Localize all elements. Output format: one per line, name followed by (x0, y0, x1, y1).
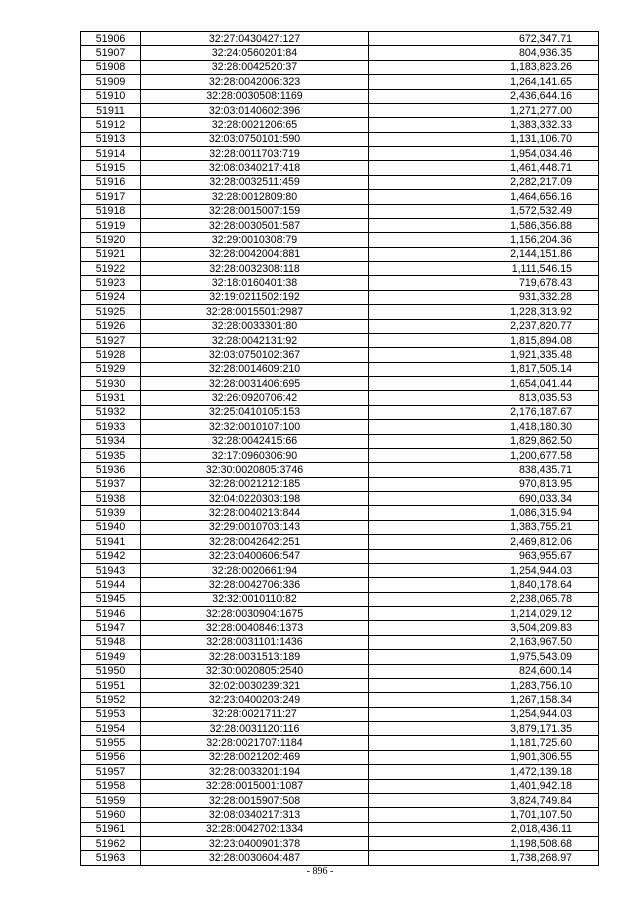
row-number-cell: 51922 (81, 262, 141, 276)
row-number-cell: 51932 (81, 405, 141, 419)
row-number-cell: 51935 (81, 448, 141, 462)
row-number-cell: 51942 (81, 549, 141, 563)
amount-cell: 1,654,041.44 (369, 377, 599, 391)
cadastral-number-cell: 32:23:0400606:547 (141, 549, 369, 563)
amount-cell: 2,144,151.86 (369, 247, 599, 261)
row-number-cell: 51923 (81, 276, 141, 290)
row-number-cell: 51955 (81, 736, 141, 750)
table-row (81, 161, 599, 175)
cadastral-number-cell: 32:28:0030508:1169 (141, 89, 369, 103)
cadastral-number-cell: 32:28:0021212:185 (141, 477, 369, 491)
table-row (81, 837, 599, 851)
table-row (81, 377, 599, 391)
amount-cell: 1,975,543.09 (369, 650, 599, 664)
table-row (81, 635, 599, 649)
table-row (81, 477, 599, 491)
table-row (81, 621, 599, 635)
amount-cell: 963,955.67 (369, 549, 599, 563)
table-row (81, 405, 599, 419)
amount-cell: 824,600.14 (369, 664, 599, 678)
table-row (81, 793, 599, 807)
row-number-cell: 51931 (81, 391, 141, 405)
table-row (81, 32, 599, 46)
amount-cell: 1,901,306.55 (369, 750, 599, 764)
cadastral-number-cell: 32:28:0030904:1675 (141, 607, 369, 621)
table-row (81, 103, 599, 117)
table-row (81, 535, 599, 549)
amount-cell: 1,738,268.97 (369, 851, 599, 865)
cadastral-number-cell: 32:28:0015007:159 (141, 204, 369, 218)
amount-cell: 1,183,823.26 (369, 60, 599, 74)
row-number-cell: 51938 (81, 492, 141, 506)
table-row (81, 147, 599, 161)
amount-cell: 690,033.34 (369, 492, 599, 506)
row-number-cell: 51908 (81, 60, 141, 74)
table-row (81, 578, 599, 592)
cadastral-number-cell: 32:30:0020805:3746 (141, 463, 369, 477)
cadastral-number-cell: 32:03:0750102:367 (141, 348, 369, 362)
cadastral-number-cell: 32:28:0021202:469 (141, 750, 369, 764)
table-row (81, 650, 599, 664)
amount-cell: 1,271,277.00 (369, 103, 599, 117)
page-number: - 896 - (306, 866, 334, 877)
amount-cell: 813,035.53 (369, 391, 599, 405)
amount-cell: 3,879,171.35 (369, 722, 599, 736)
table-row (81, 750, 599, 764)
table-row (81, 448, 599, 462)
row-number-cell: 51920 (81, 233, 141, 247)
cadastral-number-cell: 32:28:0030501:587 (141, 218, 369, 232)
amount-cell: 1,701,107.50 (369, 808, 599, 822)
cadastral-number-cell: 32:28:0021707:1184 (141, 736, 369, 750)
row-number-cell: 51936 (81, 463, 141, 477)
row-number-cell: 51907 (81, 46, 141, 60)
cadastral-number-cell: 32:28:0021206:65 (141, 118, 369, 132)
cadastral-number-cell: 32:23:0400901:378 (141, 837, 369, 851)
row-number-cell: 51956 (81, 750, 141, 764)
amount-cell: 1,181,725.60 (369, 736, 599, 750)
table-row (81, 204, 599, 218)
table-row (81, 851, 599, 865)
cadastral-number-cell: 32:28:0042520:37 (141, 60, 369, 74)
table-row (81, 678, 599, 692)
table-row (81, 434, 599, 448)
row-number-cell: 51948 (81, 635, 141, 649)
table-row (81, 175, 599, 189)
amount-cell: 2,282,217.09 (369, 175, 599, 189)
amount-cell: 1,264,141.65 (369, 75, 599, 89)
row-number-cell: 51957 (81, 765, 141, 779)
row-number-cell: 51918 (81, 204, 141, 218)
amount-cell: 1,383,755.21 (369, 520, 599, 534)
table-row (81, 693, 599, 707)
cadastral-number-cell: 32:28:0015001:1087 (141, 779, 369, 793)
table-row (81, 463, 599, 477)
table-row (81, 549, 599, 563)
table-row (81, 276, 599, 290)
amount-cell: 3,824,749.84 (369, 793, 599, 807)
cadastral-number-cell: 32:28:0015907:508 (141, 793, 369, 807)
row-number-cell: 51921 (81, 247, 141, 261)
table-row (81, 506, 599, 520)
amount-cell: 1,464,656.16 (369, 190, 599, 204)
table-row (81, 707, 599, 721)
amount-cell: 2,018,436.11 (369, 822, 599, 836)
row-number-cell: 51928 (81, 348, 141, 362)
amount-cell: 1,254,944.03 (369, 563, 599, 577)
amount-cell: 1,214,029.12 (369, 607, 599, 621)
row-number-cell: 51949 (81, 650, 141, 664)
data-table (80, 31, 599, 866)
row-number-cell: 51958 (81, 779, 141, 793)
row-number-cell: 51950 (81, 664, 141, 678)
cadastral-number-cell: 32:19:0211502:192 (141, 290, 369, 304)
row-number-cell: 51941 (81, 535, 141, 549)
table-row (81, 333, 599, 347)
row-number-cell: 51951 (81, 678, 141, 692)
amount-cell: 1,829,862.50 (369, 434, 599, 448)
amount-cell: 2,163,967.50 (369, 635, 599, 649)
amount-cell: 1,954,034.46 (369, 147, 599, 161)
amount-cell: 970,813.95 (369, 477, 599, 491)
amount-cell: 1,254,944.03 (369, 707, 599, 721)
table-row (81, 592, 599, 606)
amount-cell: 2,436,644.16 (369, 89, 599, 103)
amount-cell: 672,347.71 (369, 32, 599, 46)
table-row (81, 736, 599, 750)
row-number-cell: 51919 (81, 218, 141, 232)
cadastral-number-cell: 32:28:0040213:844 (141, 506, 369, 520)
table-row (81, 190, 599, 204)
amount-cell: 1,111,546.15 (369, 262, 599, 276)
amount-cell: 2,469,812.06 (369, 535, 599, 549)
table-row (81, 520, 599, 534)
row-number-cell: 51915 (81, 161, 141, 175)
cadastral-number-cell: 32:08:0340217:418 (141, 161, 369, 175)
amount-cell: 1,815,894.08 (369, 333, 599, 347)
amount-cell: 1,086,315.94 (369, 506, 599, 520)
cadastral-number-cell: 32:17:0960306:90 (141, 448, 369, 462)
row-number-cell: 51945 (81, 592, 141, 606)
amount-cell: 1,198,508.68 (369, 837, 599, 851)
row-number-cell: 51929 (81, 362, 141, 376)
row-number-cell: 51910 (81, 89, 141, 103)
table-row (81, 89, 599, 103)
row-number-cell: 51925 (81, 305, 141, 319)
table-row (81, 319, 599, 333)
row-number-cell: 51924 (81, 290, 141, 304)
row-number-cell: 51909 (81, 75, 141, 89)
cadastral-number-cell: 32:28:0031101:1436 (141, 635, 369, 649)
cadastral-number-cell: 32:28:0042702:1334 (141, 822, 369, 836)
cadastral-number-cell: 32:25:0410105:153 (141, 405, 369, 419)
amount-cell: 2,237,820.77 (369, 319, 599, 333)
table-row (81, 46, 599, 60)
cadastral-number-cell: 32:29:0010703:143 (141, 520, 369, 534)
cadastral-number-cell: 32:28:0033201:194 (141, 765, 369, 779)
cadastral-number-cell: 32:28:0042415:66 (141, 434, 369, 448)
table-row (81, 305, 599, 319)
table-row (81, 290, 599, 304)
cadastral-number-cell: 32:32:0010107:100 (141, 420, 369, 434)
cadastral-number-cell: 32:28:0011703:719 (141, 147, 369, 161)
table-row (81, 118, 599, 132)
row-number-cell: 51913 (81, 132, 141, 146)
row-number-cell: 51954 (81, 722, 141, 736)
table-row (81, 808, 599, 822)
cadastral-number-cell: 32:27:0430427:127 (141, 32, 369, 46)
cadastral-number-cell: 32:03:0140602:396 (141, 103, 369, 117)
row-number-cell: 51959 (81, 793, 141, 807)
cadastral-number-cell: 32:28:0032308:118 (141, 262, 369, 276)
row-number-cell: 51940 (81, 520, 141, 534)
cadastral-number-cell: 32:28:0033301:80 (141, 319, 369, 333)
cadastral-number-cell: 32:26:0920706:42 (141, 391, 369, 405)
table-row (81, 779, 599, 793)
amount-cell: 804,936.35 (369, 46, 599, 60)
cadastral-number-cell: 32:28:0032511:459 (141, 175, 369, 189)
cadastral-number-cell: 32:28:0031120:116 (141, 722, 369, 736)
table-row (81, 607, 599, 621)
amount-cell: 1,156,204.36 (369, 233, 599, 247)
cadastral-number-cell: 32:28:0031406:695 (141, 377, 369, 391)
table-row (81, 348, 599, 362)
row-number-cell: 51937 (81, 477, 141, 491)
row-number-cell: 51912 (81, 118, 141, 132)
cadastral-number-cell: 32:18:0160401:38 (141, 276, 369, 290)
table-row (81, 822, 599, 836)
row-number-cell: 51952 (81, 693, 141, 707)
table-row (81, 664, 599, 678)
cadastral-number-cell: 32:28:0042004:881 (141, 247, 369, 261)
cadastral-number-cell: 32:24:0560201:84 (141, 46, 369, 60)
amount-cell: 1,131,106.70 (369, 132, 599, 146)
row-number-cell: 51943 (81, 563, 141, 577)
cadastral-number-cell: 32:28:0012809:80 (141, 190, 369, 204)
row-number-cell: 51962 (81, 837, 141, 851)
amount-cell: 931,332.28 (369, 290, 599, 304)
amount-cell: 1,472,139.18 (369, 765, 599, 779)
amount-cell: 1,383,332.33 (369, 118, 599, 132)
cadastral-number-cell: 32:28:0015501:2987 (141, 305, 369, 319)
table-body (81, 32, 599, 866)
amount-cell: 2,176,187.67 (369, 405, 599, 419)
table-row (81, 132, 599, 146)
row-number-cell: 51926 (81, 319, 141, 333)
cadastral-number-cell: 32:28:0040846:1373 (141, 621, 369, 635)
amount-cell: 1,283,756.10 (369, 678, 599, 692)
cadastral-number-cell: 32:28:0042006:323 (141, 75, 369, 89)
table-row (81, 75, 599, 89)
cadastral-number-cell: 32:28:0042131:92 (141, 333, 369, 347)
row-number-cell: 51947 (81, 621, 141, 635)
amount-cell: 719,678.43 (369, 276, 599, 290)
amount-cell: 3,504,209.83 (369, 621, 599, 635)
cadastral-number-cell: 32:28:0042706:336 (141, 578, 369, 592)
table-row (81, 563, 599, 577)
table-row (81, 233, 599, 247)
row-number-cell: 51953 (81, 707, 141, 721)
row-number-cell: 51960 (81, 808, 141, 822)
table-row (81, 218, 599, 232)
row-number-cell: 51930 (81, 377, 141, 391)
amount-cell: 1,401,942.18 (369, 779, 599, 793)
row-number-cell: 51939 (81, 506, 141, 520)
row-number-cell: 51961 (81, 822, 141, 836)
amount-cell: 1,840,178.64 (369, 578, 599, 592)
row-number-cell: 51946 (81, 607, 141, 621)
cadastral-number-cell: 32:32:0010110:82 (141, 592, 369, 606)
amount-cell: 838,435.71 (369, 463, 599, 477)
cadastral-number-cell: 32:23:0400203:249 (141, 693, 369, 707)
table-row (81, 247, 599, 261)
row-number-cell: 51911 (81, 103, 141, 117)
amount-cell: 2,238,065.78 (369, 592, 599, 606)
amount-cell: 1,418,180.30 (369, 420, 599, 434)
row-number-cell: 51934 (81, 434, 141, 448)
table-row (81, 60, 599, 74)
amount-cell: 1,267,158.34 (369, 693, 599, 707)
amount-cell: 1,228,313.92 (369, 305, 599, 319)
cadastral-number-cell: 32:28:0021711:27 (141, 707, 369, 721)
cadastral-number-cell: 32:28:0031513:189 (141, 650, 369, 664)
cadastral-number-cell: 32:04:0220303:198 (141, 492, 369, 506)
row-number-cell: 51933 (81, 420, 141, 434)
row-number-cell: 51944 (81, 578, 141, 592)
cadastral-number-cell: 32:28:0042642:251 (141, 535, 369, 549)
row-number-cell: 51906 (81, 32, 141, 46)
amount-cell: 1,572,532.49 (369, 204, 599, 218)
table-row (81, 765, 599, 779)
row-number-cell: 51927 (81, 333, 141, 347)
cadastral-number-cell: 32:29:0010308:79 (141, 233, 369, 247)
table-row (81, 362, 599, 376)
amount-cell: 1,817,505.14 (369, 362, 599, 376)
table-row (81, 420, 599, 434)
cadastral-number-cell: 32:28:0030604:487 (141, 851, 369, 865)
row-number-cell: 51917 (81, 190, 141, 204)
row-number-cell: 51914 (81, 147, 141, 161)
cadastral-number-cell: 32:28:0014609:210 (141, 362, 369, 376)
row-number-cell: 51916 (81, 175, 141, 189)
table-row (81, 722, 599, 736)
cadastral-number-cell: 32:30:0020805:2540 (141, 664, 369, 678)
amount-cell: 1,586,356.88 (369, 218, 599, 232)
table-row (81, 391, 599, 405)
cadastral-number-cell: 32:28:0020661:94 (141, 563, 369, 577)
row-number-cell: 51963 (81, 851, 141, 865)
amount-cell: 1,200,677.58 (369, 448, 599, 462)
table-row (81, 492, 599, 506)
table-row (81, 262, 599, 276)
cadastral-number-cell: 32:03:0750101:590 (141, 132, 369, 146)
amount-cell: 1,461,448.71 (369, 161, 599, 175)
cadastral-number-cell: 32:02:0030239:321 (141, 678, 369, 692)
amount-cell: 1,921,335.48 (369, 348, 599, 362)
cadastral-number-cell: 32:08:0340217:313 (141, 808, 369, 822)
